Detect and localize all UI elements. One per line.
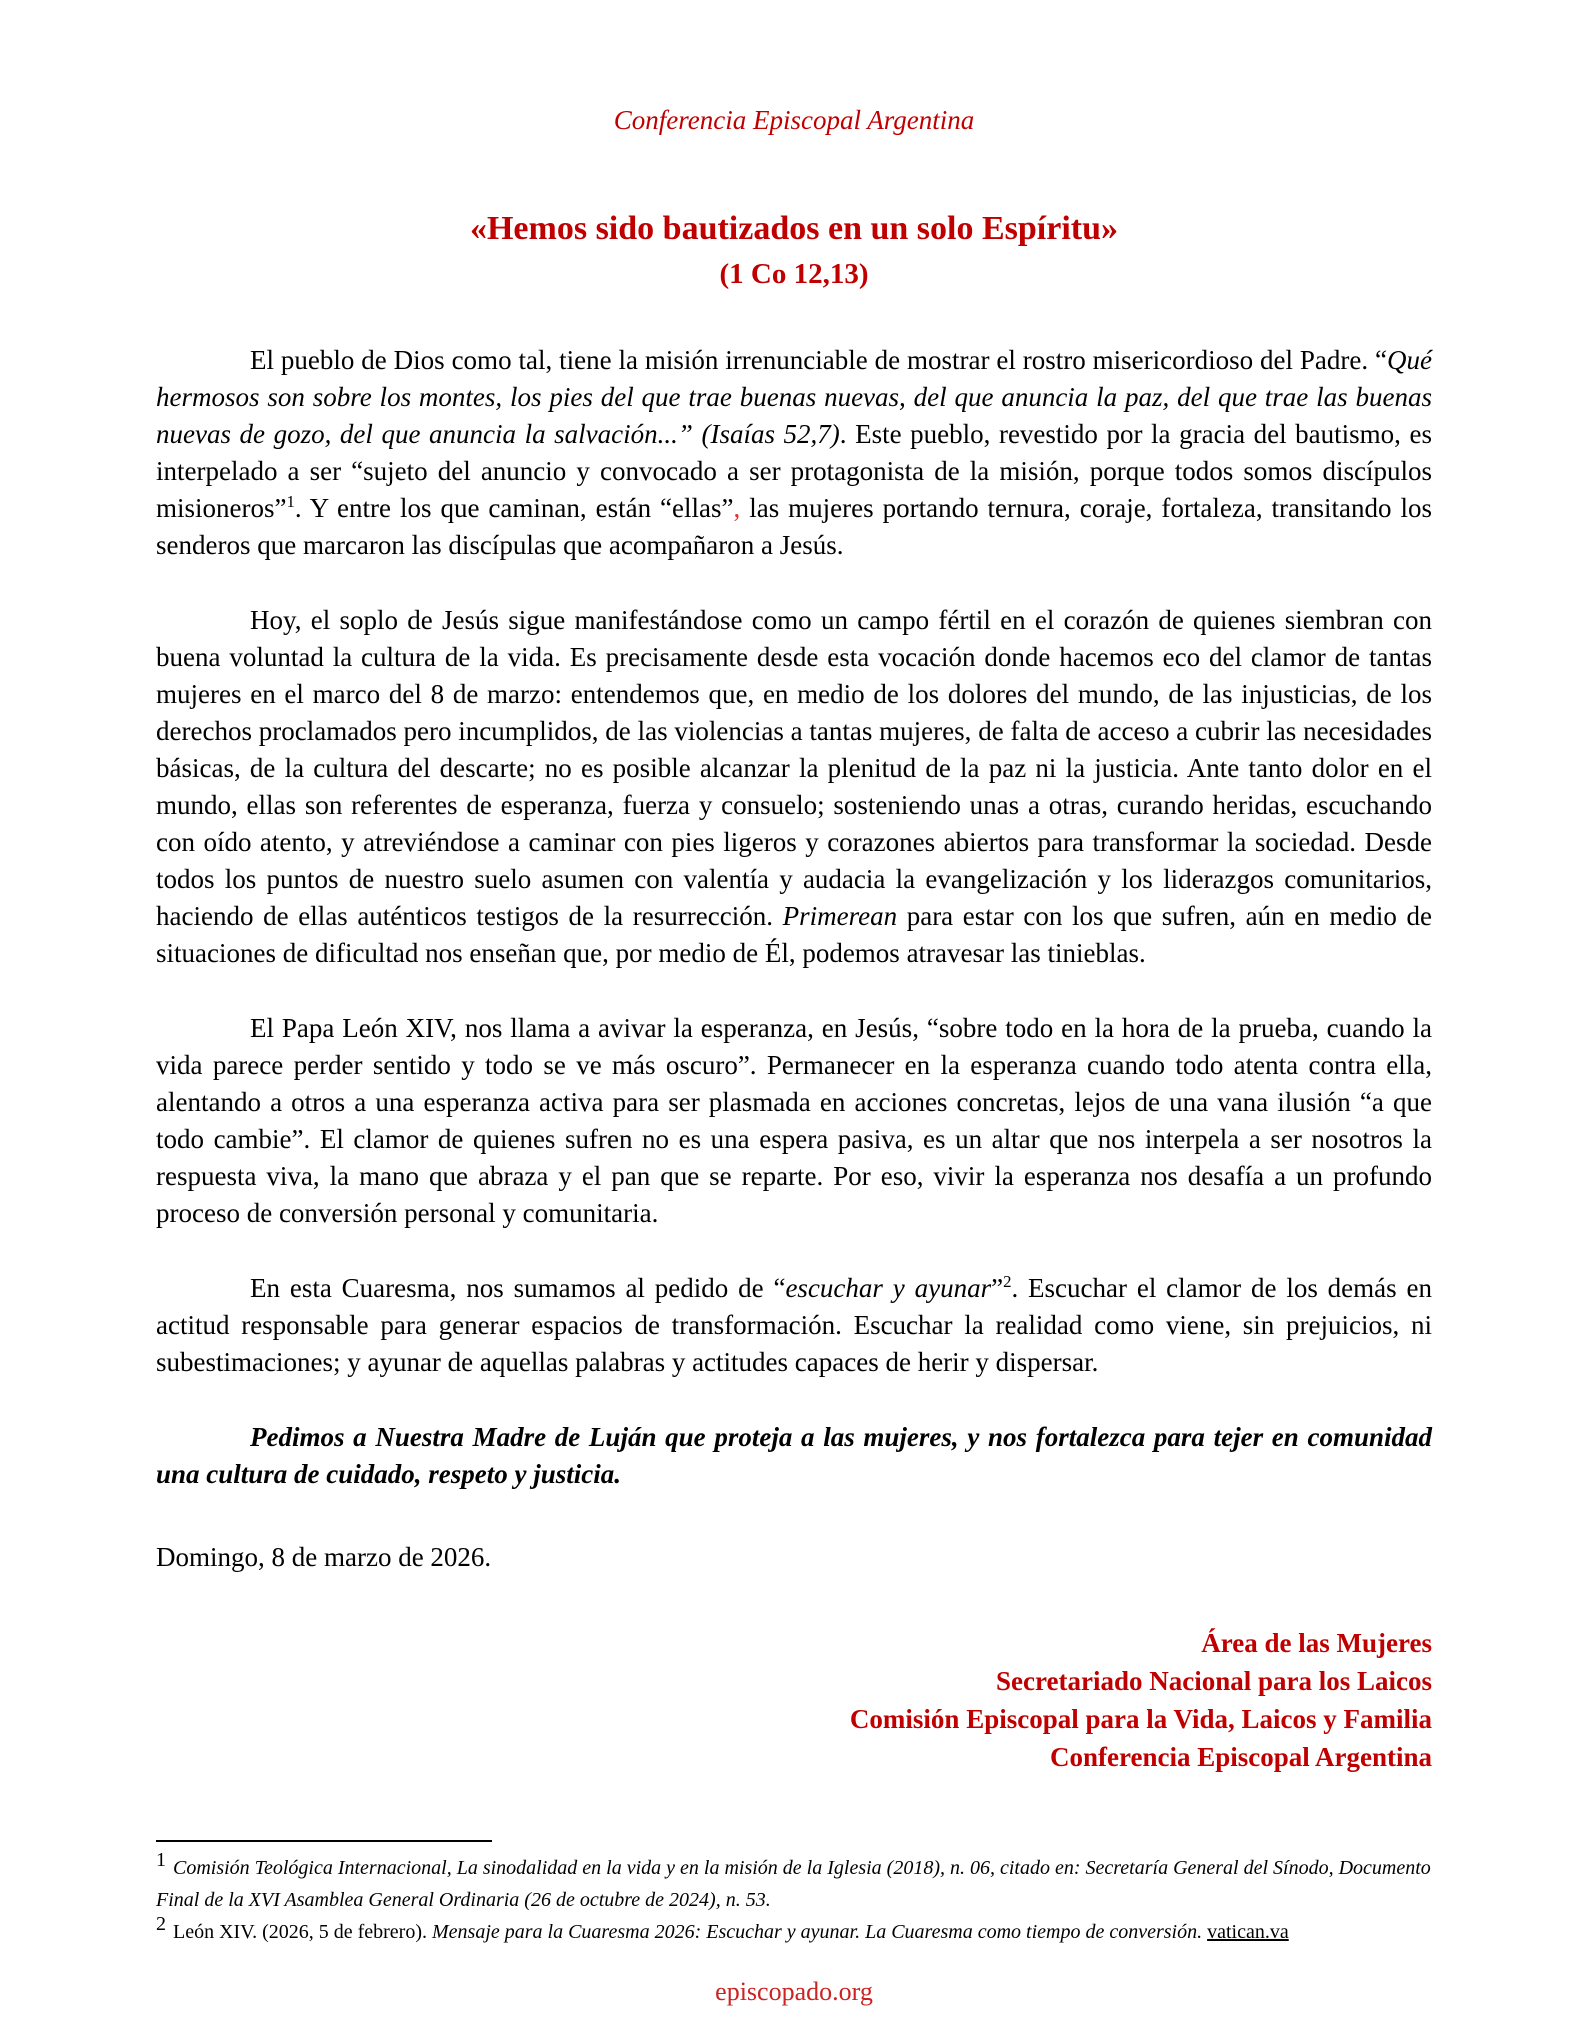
footnote-2-citation: León XIV. (2026, 5 de febrero). <box>173 1921 432 1943</box>
signature-block <box>156 1624 1432 1776</box>
scripture-reference: (1 Co 12,13) <box>719 258 869 290</box>
date-line: Domingo, 8 de marzo de 2026. <box>156 1542 492 1572</box>
body-paragraph-4: En esta Cuaresma, nos sumamos al pedido de “escuchar y ayunar”$^2$. Escuchar el clamor de los demás en actitud responsable para generar espacios de transformación. Escuchar la realidad como viene, sin prejuicios, ni subestimaciones; y ayunar de aquellas palabras y actitudes capaces de herir y dispersar. <box>156 1272 1432 1377</box>
footer-site-text: episcopado.org <box>715 1977 873 2006</box>
signature-line-conferencia: Conferencia Episcopal Argentina <box>1049 1742 1432 1772</box>
footnote-2 <box>156 1913 1432 1948</box>
signature-line-comision: Comisión Episcopal para la Vida, Laicos y Familia <box>849 1704 1432 1734</box>
footnote-2-marker: 2 <box>156 1913 166 1936</box>
page-footer <box>0 1976 1588 2008</box>
footnotes-section <box>156 1840 1432 1948</box>
footnote-1-marker: 1 <box>156 1849 166 1872</box>
footnote-separator <box>156 1840 492 1842</box>
document-title: «Hemos sido bautizados en un solo Espíritu» <box>469 210 1119 247</box>
body-paragraph-3: El Papa León XIV, nos llama a avivar la esperanza, en Jesús, “sobre todo en la hora de la prueba, cuando la vida parece perder sentido y todo se ve más oscuro”. Permanecer en la esperanza cuando todo atenta contra ella, alentando a otros a una esperanza activa para ser plasmada en acciones concretas, lejos de una vana ilusión “a que todo cambie”. El clamor de quienes sufren no es una espera pasiva, es un altar que nos interpela a ser nosotros la respuesta viva, la mano que abraza y el pan que se reparte. Por eso, vivir la esperanza nos desafía a un profundo proceso de conversión personal y comunitaria. <box>156 1013 1432 1228</box>
body-paragraph-1: El pueblo de Dios como tal, tiene la misión irrenunciable de mostrar el rostro misericordioso del Padre. “Qué hermosos son sobre los montes, los pies del que trae buenas nuevas, del que anuncia la paz, del que trae las buenas nuevas de gozo, del que anuncia la salvación...” (Isaías 52,7). Este pueblo, revestido por la gracia del bautismo, es interpelado a ser “sujeto del anuncio y convocado a ser protagonista de la misión, porque todos somos discípulos misioneros”$^1$. Y entre los que caminan, están “ellas”, las mujeres portando ternura, coraje, fortaleza, transitando los senderos que marcaron las discípulas que acompañaron a Jesús. <box>156 345 1432 560</box>
footnote-2-work-title: Mensaje para la Cuaresma 2026: Escuchar y ayunar. La Cuaresma como tiempo de conversión. <box>432 1921 1208 1943</box>
body-paragraph-2: Hoy, el soplo de Jesús sigue manifestándose como un campo fértil en el corazón de quienes siembran con buena voluntad la cultura de la vida. Es precisamente desde esta vocación donde hacemos eco del clamor de tantas mujeres en el marco del 8 de marzo: entendemos que, en medio de los dolores del mundo, de las injusticias, de los derechos proclamados pero incumplidos, de las violencias a tantas mujeres, de falta de acceso a cubrir las necesidades básicas, de la cultura del descarte; no es posible alcanzar la plenitud de la paz ni la justicia. Ante tanto dolor en el mundo, ellas son referentes de esperanza, fuerza y consuelo; sosteniendo unas a otras, curando heridas, escuchando con oído atento, y atreviéndose a caminar con pies ligeros y corazones abiertos para transformar la sociedad. Desde todos los puntos de nuestro suelo asumen con valentía y audacia la evangelización y los liderazgos comunitarios, haciendo de ellas auténticos testigos de la resurrección. Primerean para estar con los que sufren, aún en medio de situaciones de dificultad nos enseñan que, por medio de Él, podemos atravesar las tinieblas. <box>156 605 1432 968</box>
vatican-link[interactable]: vatican.va <box>1207 1921 1289 1943</box>
footnote-1-text: Comisión Teológica Internacional, La sinodalidad en la vida y en la misión de la Iglesia (2018), n. 06, citado en: Secretaría General del Sínodo, Documento Final de la XVI Asamblea General Ordinaria (26 de octubre de 2024), n. 53. <box>156 1857 1431 1911</box>
prayer-paragraph: Pedimos a Nuestra Madre de Luján que proteja a las mujeres, y nos fortalezca para tejer en comunidad una cultura de cuidado, respeto y justicia. <box>156 1422 1432 1489</box>
signature-line-area: Área de las Mujeres <box>1201 1628 1432 1658</box>
signature-line-secretariado: Secretariado Nacional para los Laicos <box>996 1666 1432 1696</box>
organization-header: Conferencia Episcopal Argentina <box>613 105 975 135</box>
footnote-1 <box>156 1849 1432 1916</box>
